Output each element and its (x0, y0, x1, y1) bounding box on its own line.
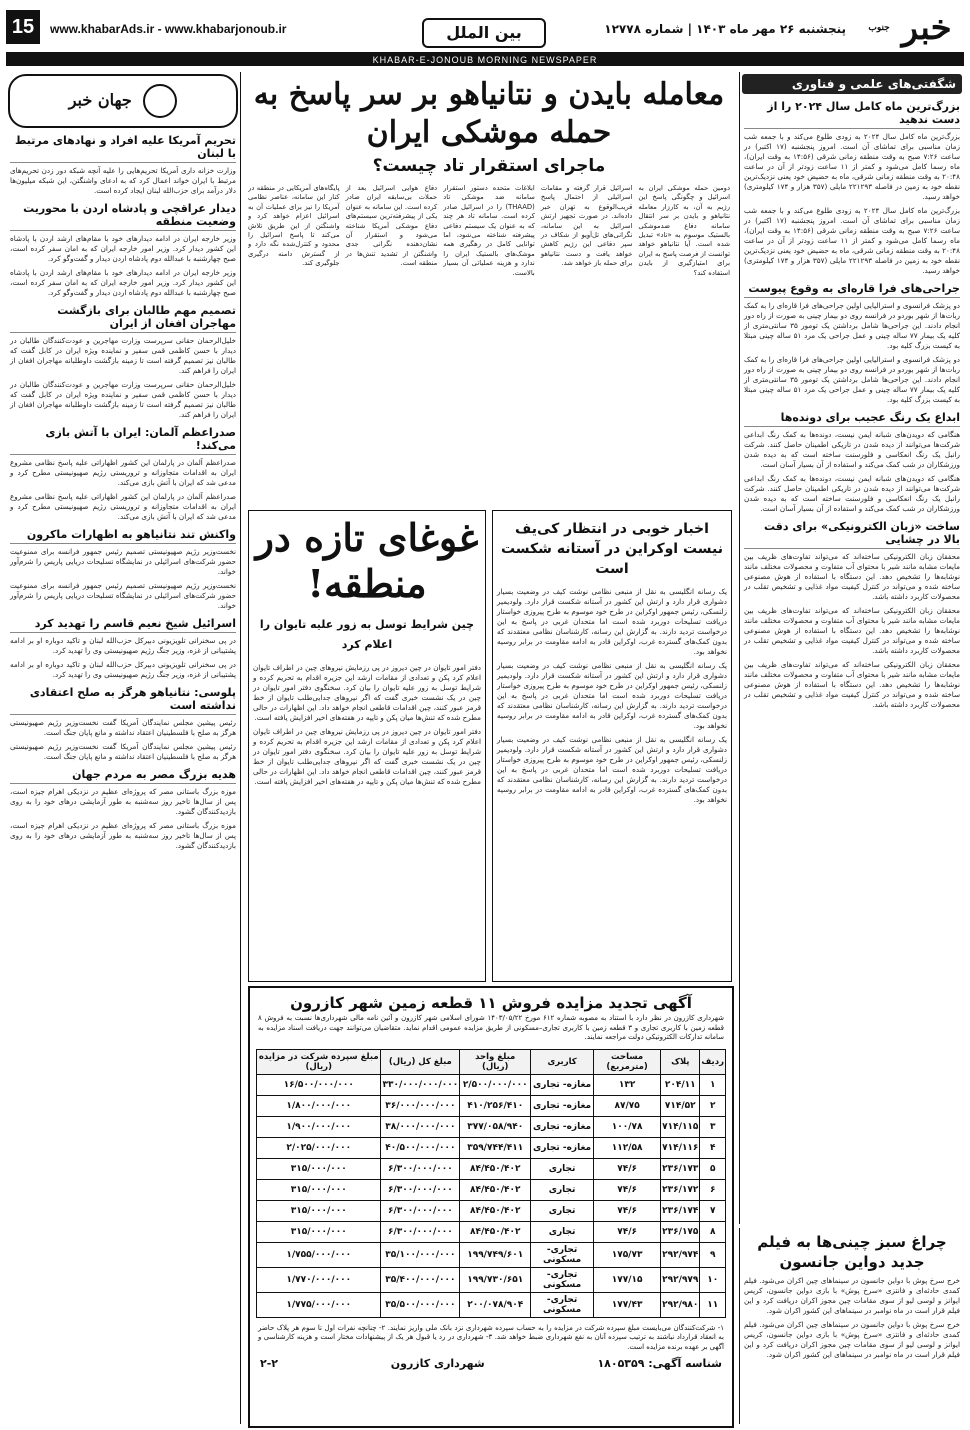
news-body: صدراعظم آلمان در پارلمان این کشور اظهاراتی علیه پاسخ نظامی مشروع ایران به اقدامات متجاوزانه و تروریستی رژیم صهیونیستی مطرح کرد و مدعی شد که ایران با آتش بازی می‌کند. (10, 458, 236, 487)
china-body: دفتر امور تایوان در چین دیروز در پی رزمایش نیروهای چین در اطراف تایوان اعلام کرد پکن و تعدادی از مقامات ارشد این جزیره اقدام به تحریم کرده و شرایط توسل به زور علیه تایوان را بیان کرد. سخنگوی دفتر امور تایوان در چین در یک نشست خبری گفت که اگر نیروهای جدایی‌طلب تایوان از خط قرمز عبور کنند، چین اقدامات قاطعی انجام خواهد داد. این اظهارات در حالی مطرح شده که تنش‌ها میان پکن و تایپه در هفته‌های اخیر افزایش یافته است. (253, 663, 481, 722)
table-header-row (257, 1049, 726, 1074)
table-cell: ۲/۰۲۵/۰۰۰/۰۰۰ (257, 1137, 381, 1158)
science-column (739, 72, 964, 1224)
table-cell: ۷ (700, 1200, 726, 1221)
main-body-col: دومین حمله موشکی ایران به اسرائیل و چگونگی پاسخ این رژیم به آن، به کارزار معامله نتانیاهو و بایدن بر سر انتقال سامانه دفاع ضدموشکی بالستیک موسوم به «تاد» تبدیل شده است. آیا نتانیاهو خواهد توانست از فرصت پاسخ به ایران برای امتیازگیری از بایدن استفاده کند؟ (638, 184, 730, 277)
table-cell: تجاری (531, 1200, 594, 1221)
table-cell: تجاری (531, 1179, 594, 1200)
table-cell: تجاری- مسکونی (531, 1242, 594, 1267)
table-cell: ۱/۷۷۰/۰۰۰/۰۰۰ (257, 1267, 381, 1292)
film-body-repeat: خرج سرخ پوش با دواین جانسون در سینماهای چین اکران می‌شود. فیلم کمدی حادثه‌ای و فانتزی «سرخ پوش» با بازی دواین جانسون، کریس ایوانز و لوسی لیو از سوی مقامات چین مجوز اکران دریافت کرد و این فیلم قرار است در ماه نوامبر در سینماهای این کشور اکران شود. (744, 1320, 960, 1359)
ukraine-story (492, 510, 732, 982)
table-cell: ۳۳۰/۰۰۰/۰۰۰/۰۰۰ (381, 1074, 460, 1095)
table-cell: ۱۳۲ (594, 1074, 661, 1095)
table-cell: ۷۱۴/۱۱۶ (661, 1137, 700, 1158)
ukraine-body: یک رسانه انگلیسی به نقل از منبعی نظامی نوشت کیف در وضعیت بسیار دشواری قرار دارد و ارتش این کشور در آستانه شکست قرار دارد. ولودیمیر زلنسکی، رئیس جمهور اوکراین در طرح خود موسوم به طرح پیروزی خواستار دریافت تسلیحات دوربرد شده است اما متحدان غربی در پاسخ به این درخواست تردید دارند. به گزارش این رسانه، کارشناسان نظامی معتقدند که بدون کمک‌های گسترده غرب، اوکراین قادر به ادامه مقاومت در برابر روسیه نخواهد بود. (497, 587, 727, 656)
table-cell: ۴ (700, 1137, 726, 1158)
table-cell: ۳۵/۱۰۰/۰۰۰/۰۰۰ (381, 1242, 460, 1267)
main-body (248, 184, 730, 278)
table-cell: ۸۴/۴۵۰/۴۰۲ (460, 1221, 531, 1242)
table-row (257, 1267, 726, 1292)
news-title: واکنش تند نتانیاهو به اظهارات ماکرون (10, 528, 236, 544)
table-cell: ۷۴/۶ (594, 1158, 661, 1179)
table-cell: ۶/۳۰۰/۰۰۰/۰۰۰ (381, 1179, 460, 1200)
world-news-column (6, 72, 241, 1424)
table-cell: ۲۰۰/۰۷۸/۹۰۴ (460, 1292, 531, 1317)
table-cell: ۳۷۷/۰۵۸/۹۴۰ (460, 1116, 531, 1137)
table-cell: ۲۹۲/۹۷۴ (661, 1242, 700, 1267)
news-title: هدیه بزرگ مصر به مردم جهان (10, 768, 236, 784)
english-subline: KHABAR-E-JONOUB MORNING NEWSPAPER (6, 54, 964, 66)
article-title: ابداع یک رنگ عجیب برای دونده‌ها (744, 411, 960, 427)
science-article (740, 100, 964, 276)
table-cell: ۳۱۵/۰۰۰/۰۰۰ (257, 1200, 381, 1221)
ad-code: شناسه آگهی: ۱۸۰۵۳۵۹ (597, 1356, 722, 1370)
news-title: صدراعظم آلمان: ایران با آتش بازی می‌کند! (10, 426, 236, 455)
ad-title: آگهی تجدید مزایده فروش ۱۱ قطعه زمین شهر کازرون (290, 994, 692, 1012)
auction-table (256, 1049, 726, 1318)
main-subheadline: ماجرای استقرار تاد چیست؟ (372, 156, 606, 176)
table-row (257, 1116, 726, 1137)
article-body-repeat: دو پزشک فرانسوی و استرالیایی اولین جراحی‌های فرا قاره‌ای را به کمک ربات‌ها از شهر بوردو در فرانسه روی دو بیمار چینی به صورت از راه دور انجام دادند. این جراحی‌ها شامل برداشتن یک تومور ۳۵ سانتی‌متری از کلیه یک بیمار ۷۷ ساله چینی و عمل جراحی یک مرد ۵۱ ساله چینی مبتلا به کیست بزرگ کلیه بود. (744, 355, 960, 404)
news-body: وزیر خارجه ایران در ادامه دیدارهای خود با مقام‌های ارشد اردن با پادشاه این کشور دیدار کرد. وزیر امور خارجه ایران که به امان سفر کرده است، صبح چهارشنبه با عبدالله دوم پادشاه اردن دیدار و گفت‌وگو کرد. (10, 234, 236, 263)
table-cell: ۳۶/۰۰۰/۰۰۰/۰۰۰ (381, 1095, 460, 1116)
table-cell: ۷۱۴/۵۲ (661, 1095, 700, 1116)
table-cell: ۳۱۵/۰۰۰/۰۰۰ (257, 1221, 381, 1242)
table-cell: ۷۴/۶ (594, 1200, 661, 1221)
table-cell: ۲۳۶/۱۷۴ (661, 1200, 700, 1221)
table-cell: ۳۱۵/۰۰۰/۰۰۰ (257, 1158, 381, 1179)
news-title: دیدار عراقچی و پادشاه اردن با محوریت وضعیت منطقه (10, 202, 236, 231)
table-cell: تجاری- مسکونی (531, 1267, 594, 1292)
table-cell: ۲/۵۰۰/۰۰۰/۰۰۰ (460, 1074, 531, 1095)
ad-notes: ۱- شرکت‌کنندگان می‌بایست مبلغ سپرده شرکت در مزایده را به حساب سپرده شهرداری نزد بانک ملی واریز نمایند. ۲- چنانچه نفرات اول تا سوم هر پلاک حاضر به انعقاد قرارداد نباشند به ترتیب سپرده آنان به نفع شهرداری ضبط خواهد شد. ۳- شهرداری در رد یا قبول هر یک از پیشنهادات مختار است و هزینه کارشناسی و آگهی بر عهده برنده مزایده است. (258, 1323, 724, 1351)
news-body: موزه بزرگ باستانی مصر که پروژه‌ای عظیم در نزدیکی اهرام جیزه است، پس از سال‌ها تاخیر روز سه‌شنبه به طور آزمایشی درهای خود را به روی بازدیدکنندگان گشود. (10, 787, 236, 816)
table-cell: ۲۹۲/۹۷۹ (661, 1267, 700, 1292)
table-cell: ۳ (700, 1116, 726, 1137)
news-item (6, 202, 240, 298)
table-cell: ۱۰۰/۷۸ (594, 1116, 661, 1137)
news-item (6, 304, 240, 420)
table-cell: ۱۱ (700, 1292, 726, 1317)
table-cell: ۵ (700, 1158, 726, 1179)
film-title: چراغ سبز چینی‌ها به فیلم جدید دواین جانسون (757, 1233, 947, 1271)
table-cell: ۳۵/۵۰۰/۰۰۰/۰۰۰ (381, 1292, 460, 1317)
film-article (739, 1228, 964, 1424)
col-header: مبلغ کل (ریال) (381, 1049, 460, 1074)
main-body-col: دفاع هوایی اسرائیل بعد از حملات بی‌سابقه ایران صادر کرده است. این سامانه به عنوان یکی از پیشرفته‌ترین سیستم‌های دفاع موشکی آمریکا شناخته می‌شود و استقرار آن نشان‌دهنده نگرانی جدی واشنگتن از تشدید تنش‌ها در منطقه است. (345, 184, 438, 268)
main-body-col: ابلاغات متحده دستور استقرار سامانه ضد موشکی تاد (THAAD) را در اسرائیل صادر کرده است. سامانه تاد هر چند که به عنوان یک سیستم دفاعی پیشرفته شناخته می‌شود، اما توانایی کامل در رهگیری همه موشک‌های بالستیک ایران را ندارد و هزینه عملیاتی آن بسیار بالاست. (443, 184, 535, 277)
table-cell: مغازه- تجاری (531, 1095, 594, 1116)
table-cell: ۳۵۹/۷۴۴/۴۱۱ (460, 1137, 531, 1158)
table-cell: ۱/۷۷۵/۰۰۰/۰۰۰ (257, 1292, 381, 1317)
table-cell: ۷۴/۶ (594, 1179, 661, 1200)
table-cell: ۳۵/۴۰۰/۰۰۰/۰۰۰ (381, 1267, 460, 1292)
col-header: مبلغ واحد (ریال) (460, 1049, 531, 1074)
news-item (6, 528, 240, 611)
news-body: رئیس پیشین مجلس نمایندگان آمریکا گفت نخست‌وزیر رژیم صهیونیستی هرگز به صلح با فلسطینیان اعتقاد نداشته و مانع پایان جنگ است. (10, 718, 236, 737)
ukraine-title: اخبار خوبی در انتظار کی‌یف نیست اوکراین در آستانه شکست است (500, 521, 724, 577)
auction-table-body (257, 1074, 726, 1317)
table-cell: ۱/۹۰۰/۰۰۰/۰۰۰ (257, 1116, 381, 1137)
col-header: مساحت (مترمربع) (594, 1049, 661, 1074)
table-cell: ۲۳۶/۱۷۵ (661, 1221, 700, 1242)
article-body: محققان زبان الکترونیکی ساخته‌اند که می‌تواند تفاوت‌های ظریف بین مایعات مشابه مانند شیر با محتوای آب متفاوت و محصولات مختلف مانند نوشابه‌ها را تشخیص دهد. این دستگاه با استفاده از هوش مصنوعی ساخته شده و می‌تواند در کنترل کیفیت مواد غذایی و تشخیص تقلب در محصولات کاربرد داشته باشد. (744, 552, 960, 601)
table-cell: ۶/۳۰۰/۰۰۰/۰۰۰ (381, 1200, 460, 1221)
table-cell: ۶/۳۰۰/۰۰۰/۰۰۰ (381, 1158, 460, 1179)
table-cell: ۱۱۲/۵۸ (594, 1137, 661, 1158)
article-body: بزرگ‌ترین ماه کامل سال ۲۰۲۴ به زودی طلوع می‌کند و با جمعه شب زمان مناسبی برای تماشای آن است. امروز پنجشنبه (۱۷ اکتبر) در ساعت ۷:۲۶ صبح به وقت منطقه زمانی شرقی (۱۴:۵۶ به وقت ایران)، ماه رسما کامل می‌شود و کمتر از ۱۱ ساعت زودتر از آن در ساعت ۲۰:۴۸ به وقت منطقه زمانی شرقی، ماه به حضیض خود یعنی نزدیک‌ترین نقطه خود به زمین در فاصله ۲۲۱۲۹۳ مایلی (۳۵۷ هزار و ۱۷۴ کیلومتری) خواهد رسید. (744, 132, 960, 201)
logo-sub: جنوب (868, 23, 890, 33)
ukraine-body-repeat: یک رسانه انگلیسی به نقل از منبعی نظامی نوشت کیف در وضعیت بسیار دشواری قرار دارد و ارتش این کشور در آستانه شکست قرار دارد. ولودیمیر زلنسکی، رئیس جمهور اوکراین در طرح خود موسوم به طرح پیروزی خواستار دریافت تسلیحات دوربرد شده است اما متحدان غربی در پاسخ به این درخواست تردید دارند. به گزارش این رسانه، کارشناسان نظامی معتقدند که بدون کمک‌های گسترده غرب، اوکراین قادر به ادامه مقاومت در برابر روسیه نخواهد بود. (497, 735, 727, 804)
main-body-col: پایگاه‌های آمریکایی در منطقه در کنار این سامانه، عناصر نظامی آمریکا را نیز برای عملیات آن به اسرائیل اعزام خواهد کرد و واشنگتن از این طریق تلاش می‌کند تا پاسخ اسرائیل را محدود و کنترل‌شده نگه دارد و از گسترش دامنه درگیری جلوگیری کند. (248, 184, 340, 268)
dateline: پنجشنبه ۲۶ مهر ماه ۱۴۰۳ | شماره ۱۲۷۷۸ (604, 22, 846, 36)
logo-text: خبر (901, 8, 952, 48)
science-article (740, 411, 964, 514)
table-cell: ۳۱۵/۰۰۰/۰۰۰ (257, 1179, 381, 1200)
table-cell: ۸۴/۴۵۰/۴۰۲ (460, 1158, 531, 1179)
news-item (6, 134, 240, 196)
article-body-repeat: محققان زبان الکترونیکی ساخته‌اند که می‌تواند تفاوت‌های ظریف بین مایعات مشابه مانند شیر با محتوای آب متفاوت و محصولات مختلف مانند نوشابه‌ها را تشخیص دهد. این دستگاه با استفاده از هوش مصنوعی ساخته شده و می‌تواند در کنترل کیفیت مواد غذایی و تشخیص تقلب در محصولات کاربرد داشته باشد. (744, 606, 960, 655)
ad-intro: شهرداری کازرون در نظر دارد با استناد به مصوبه شماره ۶۱۲ مورخ ۱۴۰۳/۰۵/۲۲ شورای اسلامی شهر کازرون و آئین نامه مالی شهرداری‌ها نسبت به فروش ۸ قطعه زمین با کاربری تجاری و ۳ قطعه زمین با کاربری تجاری–مسکونی از طریق مزایده عمومی اقدام نماید. متقاضیان می‌توانند جهت دریافت اسناد مزایده به سامانه تدارکات الکترونیکی دولت مراجعه نمایند. (258, 1014, 724, 1042)
table-cell: ۲۳۶/۱۷۳ (661, 1158, 700, 1179)
table-cell: ۸ (700, 1221, 726, 1242)
table-row (257, 1095, 726, 1116)
science-article (740, 520, 964, 710)
table-cell: ۸۴/۴۵۰/۴۰۲ (460, 1179, 531, 1200)
table-row (257, 1158, 726, 1179)
world-news-tag (8, 74, 238, 128)
news-body: خلیل‌الرحمان حقانی سرپرست وزارت مهاجرین و عودت‌کنندگان طالبان در دیدار با حسن کاظمی قمی سفیر و نماینده ویژه ایران در کابل گفت که طالبان نیز تصمیم گرفته است تا زمینه بازگشت داوطلبانه مهاجران افغان از ایران را فراهم کند. (10, 336, 236, 375)
table-cell: ۱/۷۵۵/۰۰۰/۰۰۰ (257, 1242, 381, 1267)
china-body-repeat: دفتر امور تایوان در چین دیروز در پی رزمایش نیروهای چین در اطراف تایوان اعلام کرد پکن و تعدادی از مقامات ارشد این جزیره اقدام به تحریم کرده و شرایط توسل به زور علیه تایوان را بیان کرد. سخنگوی دفتر امور تایوان در چین در یک نشست خبری گفت که اگر نیروهای جدایی‌طلب تایوان از خط قرمز عبور کنند، چین اقدامات قاطعی انجام خواهد داد. این اظهارات در حالی مطرح شده که تنش‌ها میان پکن و تایپه در هفته‌های اخیر افزایش یافته است. (253, 727, 481, 786)
table-cell: تجاری- مسکونی (531, 1292, 594, 1317)
table-row (257, 1221, 726, 1242)
ukraine-body-repeat: یک رسانه انگلیسی به نقل از منبعی نظامی نوشت کیف در وضعیت بسیار دشواری قرار دارد و ارتش این کشور در آستانه شکست قرار دارد. ولودیمیر زلنسکی، رئیس جمهور اوکراین در طرح خود موسوم به طرح پیروزی خواستار دریافت تسلیحات دوربرد شده است اما متحدان غربی در پاسخ به این درخواست تردید دارند. به گزارش این رسانه، کارشناسان نظامی معتقدند که بدون کمک‌های گسترده غرب، اوکراین قادر به ادامه مقاومت در برابر روسیه نخواهد بود. (497, 661, 727, 730)
news-body-repeat: صدراعظم آلمان در پارلمان این کشور اظهاراتی علیه پاسخ نظامی مشروع ایران به اقدامات متجاوزانه و تروریستی رژیم صهیونیستی مطرح کرد و مدعی شد که ایران با آتش بازی می‌کند. (10, 492, 236, 521)
table-cell: ۲۹۲/۹۸۰ (661, 1292, 700, 1317)
newspaper-logo (856, 8, 964, 52)
world-news-label: جهان خبر (68, 90, 132, 110)
table-cell: ۷۱۴/۱۱۵ (661, 1116, 700, 1137)
main-headline: معامله بایدن و نتانیاهو بر سر پاسخ به حمله موشکی ایران (253, 77, 725, 150)
news-body-repeat: در پی سخنرانی تلویزیونی دبیرکل حزب‌الله لبنان و تاکید دوباره او بر ادامه پشتیبانی از غزه، وزیر جنگ رژیم صهیونیستی وی را تهدید کرد. (10, 660, 236, 679)
china-subtitle: چین شرایط توسل به زور علیه تایوان را اعلام کرد (259, 618, 475, 651)
table-cell: ۱۰ (700, 1267, 726, 1292)
news-body: وزارت خزانه داری آمریکا تحریم‌هایی را علیه آنچه شبکه دور زدن تحریم‌های مرتبط با ایران خواند اعمال کرد که به ادعای واشنگتن، این شبکه میلیون‌ها دلار درآمد برای حزب‌الله لبنان ایجاد کرده است. (10, 166, 236, 195)
table-cell: مغازه- تجاری (531, 1116, 594, 1137)
news-title: پلوسی: نتانیاهو هرگز به صلح اعتقادی نداشته است (10, 686, 236, 715)
table-row (257, 1200, 726, 1221)
article-title: بزرگ‌ترین ماه کامل سال ۲۰۲۴ را از دست ندهید (744, 100, 960, 129)
table-cell: ۴۰/۵۰۰/۰۰۰/۰۰۰ (381, 1137, 460, 1158)
table-row (257, 1292, 726, 1317)
news-body-repeat: موزه بزرگ باستانی مصر که پروژه‌ای عظیم در نزدیکی اهرام جیزه است، پس از سال‌ها تاخیر روز سه‌شنبه به طور آزمایشی درهای خود را به روی بازدیدکنندگان گشود. (10, 821, 236, 850)
news-item (6, 768, 240, 851)
table-cell: ۱۷۷/۴۳ (594, 1292, 661, 1317)
table-cell: ۱۶/۵۰۰/۰۰۰/۰۰۰ (257, 1074, 381, 1095)
article-body-repeat: محققان زبان الکترونیکی ساخته‌اند که می‌تواند تفاوت‌های ظریف بین مایعات مشابه مانند شیر با محتوای آب متفاوت و محصولات مختلف مانند نوشابه‌ها را تشخیص دهد. این دستگاه با استفاده از هوش مصنوعی ساخته شده و می‌تواند در کنترل کیفیت مواد غذایی و تشخیص تقلب در محصولات کاربرد داشته باشد. (744, 660, 960, 709)
main-body-col: اسرائیل قرار گرفته و مقامات اسرائیلی از احتمال پاسخ قریب‌الوقوع به تهران خبر داده‌اند. در صورت تجهیز ارتش اسرائیل به این سامانه، نگرانی‌های تل‌آویو از شکاف در سپر دفاعی این رژیم کاهش خواهد یافت و دست نتانیاهو برای حمله باز خواهد شد. (540, 184, 633, 268)
table-cell: ۱۹۹/۷۴۹/۶۰۱ (460, 1242, 531, 1267)
table-cell: ۱۷۷/۱۵ (594, 1267, 661, 1292)
table-cell: ۲۳۶/۱۷۲ (661, 1179, 700, 1200)
film-body: خرج سرخ پوش با دواین جانسون در سینماهای چین اکران می‌شود. فیلم کمدی حادثه‌ای و فانتزی «سرخ پوش» با بازی دواین جانسون، کریس ایوانز و لوسی لیو از سوی مقامات چین مجوز اکران دریافت کرد و این فیلم قرار است در ماه نوامبر در سینماهای این کشور اکران شود. (744, 1276, 960, 1315)
page-header (6, 8, 964, 54)
table-cell: ۱۹۹/۷۳۰/۶۵۱ (460, 1267, 531, 1292)
news-body-repeat: خلیل‌الرحمان حقانی سرپرست وزارت مهاجرین و عودت‌کنندگان طالبان در دیدار با حسن کاظمی قمی سفیر و نماینده ویژه ایران در کابل گفت که طالبان نیز تصمیم گرفته است تا زمینه بازگشت داوطلبانه مهاجران افغان از ایران را فراهم کند. (10, 380, 236, 419)
table-cell: ۱ (700, 1074, 726, 1095)
article-body: دو پزشک فرانسوی و استرالیایی اولین جراحی‌های فرا قاره‌ای را به کمک ربات‌ها از شهر بوردو در فرانسه روی دو بیمار چینی به صورت از راه دور انجام دادند. این جراحی‌ها شامل برداشتن یک تومور ۳۵ سانتی‌متری از کلیه یک بیمار ۷۷ ساله چینی و عمل جراحی یک مرد ۵۱ ساله چینی مبتلا به کیست بزرگ کلیه بود. (744, 301, 960, 350)
table-row (257, 1179, 726, 1200)
article-title: ساخت «زبان الکترونیکی» برای دقت بالا در چشایی (744, 520, 960, 549)
globe-icon (143, 84, 177, 118)
table-row (257, 1137, 726, 1158)
col-header: مبلغ سپرده شرکت در مزایده (ریال) (257, 1049, 381, 1074)
news-title: تحریم آمریکا علیه افراد و نهادهای مرتبط با لبنان (10, 134, 236, 163)
table-cell: ۸۴/۴۵۰/۴۰۲ (460, 1200, 531, 1221)
news-body-repeat: وزیر خارجه ایران در ادامه دیدارهای خود با مقام‌های ارشد اردن با پادشاه این کشور دیدار کرد. وزیر امور خارجه ایران که به امان سفر کرده است، صبح چهارشنبه با عبدالله دوم پادشاه اردن دیدار و گفت‌وگو کرد. (10, 268, 236, 297)
table-cell: ۴۱۰/۲۵۶/۴۱۰ (460, 1095, 531, 1116)
ad-footer (260, 1357, 722, 1370)
news-title: اسرائیل شیخ نعیم قاسم را تهدید کرد (10, 617, 236, 633)
news-body: در پی سخنرانی تلویزیونی دبیرکل حزب‌الله لبنان و تاکید دوباره او بر ادامه پشتیبانی از غزه، وزیر جنگ رژیم صهیونیستی وی را تهدید کرد. (10, 636, 236, 655)
main-story (248, 72, 730, 507)
table-cell: ۲۰۴/۱۱ (661, 1074, 700, 1095)
table-cell: ۸۷/۷۵ (594, 1095, 661, 1116)
news-title: تصمیم مهم طالبان برای بازگشت مهاجران افغان از ایران (10, 304, 236, 333)
col-header: کاربری (531, 1049, 594, 1074)
section-label: بین الملل (422, 18, 546, 48)
table-cell: مغازه- تجاری (531, 1074, 594, 1095)
news-item (6, 426, 240, 522)
auction-ad (248, 986, 734, 1428)
table-row (257, 1242, 726, 1267)
news-body-repeat: رئیس پیشین مجلس نمایندگان آمریکا گفت نخست‌وزیر رژیم صهیونیستی هرگز به صلح با فلسطینیان اعتقاد نداشته و مانع پایان جنگ است. (10, 742, 236, 761)
ad-signature: شهرداری کازرون (390, 1356, 485, 1370)
article-body: هنگامی که دویدن‌های شبانه ایمن نیست، دونده‌ها به کمک رنگ ابداعی شرکت‌ها می‌توانند از دیده شدن در تاریکی اطمینان حاصل کنند. شرکت رانبل یک رنگ انعکاسی و فلورسنت ساخته است که به دیده شدن ورزشکاران در شب کمک می‌کند و استفاده از آن بسیار آسان است. (744, 430, 960, 469)
table-cell: ۳۸/۰۰۰/۰۰۰/۰۰۰ (381, 1116, 460, 1137)
table-cell: ۶/۳۰۰/۰۰۰/۰۰۰ (381, 1221, 460, 1242)
news-item (6, 617, 240, 680)
article-body-repeat: بزرگ‌ترین ماه کامل سال ۲۰۲۴ به زودی طلوع می‌کند و با جمعه شب زمان مناسبی برای تماشای آن است. امروز پنجشنبه (۱۷ اکتبر) در ساعت ۷:۲۶ صبح به وقت منطقه زمانی شرقی (۱۴:۵۶ به وقت ایران)، ماه رسما کامل می‌شود و کمتر از ۱۱ ساعت زودتر از آن در ساعت ۲۰:۴۸ به وقت منطقه زمانی شرقی، ماه به حضیض خود یعنی نزدیک‌ترین نقطه خود به زمین در فاصله ۲۲۱۲۹۳ مایلی (۳۵۷ هزار و ۱۷۴ کیلومتری) خواهد رسید. (744, 206, 960, 275)
china-big-title: غوغای تازه در منطقه! (255, 515, 479, 606)
news-body-repeat: نخست‌وزیر رژیم صهیونیستی تصمیم رئیس جمهور فرانسه برای ممنوعیت حضور شرکت‌های اسرائیلی در نمایشگاه تسلیحات دریایی پاریس را شرم‌آور خواند. (10, 581, 236, 610)
page-number: 15 (6, 10, 40, 44)
china-story (248, 510, 486, 982)
news-item (6, 686, 240, 762)
science-article (740, 282, 964, 405)
table-cell: تجاری (531, 1221, 594, 1242)
article-title: جراحی‌های فرا قاره‌ای به وقوع پیوست (744, 282, 960, 298)
col-header: ردیف (700, 1049, 726, 1074)
table-row (257, 1074, 726, 1095)
ad-issue: ۲-۲ (260, 1356, 279, 1370)
table-cell: ۷۴/۶ (594, 1221, 661, 1242)
table-cell: تجاری (531, 1158, 594, 1179)
science-tag: شگفتی‌های علمی و فناوری (742, 74, 962, 94)
news-body: نخست‌وزیر رژیم صهیونیستی تصمیم رئیس جمهور فرانسه برای ممنوعیت حضور شرکت‌های اسرائیلی در نمایشگاه تسلیحات دریایی پاریس را شرم‌آور خواند. (10, 547, 236, 576)
table-cell: ۶ (700, 1179, 726, 1200)
col-header: پلاک (661, 1049, 700, 1074)
table-cell: ۱۷۵/۷۳ (594, 1242, 661, 1267)
table-cell: مغازه- تجاری (531, 1137, 594, 1158)
article-body-repeat: هنگامی که دویدن‌های شبانه ایمن نیست، دونده‌ها به کمک رنگ ابداعی شرکت‌ها می‌توانند از دیده شدن در تاریکی اطمینان حاصل کنند. شرکت رانبل یک رنگ انعکاسی و فلورسنت ساخته است که به دیده شدن ورزشکاران در شب کمک می‌کند و استفاده از آن بسیار آسان است. (744, 474, 960, 513)
table-cell: ۱/۸۰۰/۰۰۰/۰۰۰ (257, 1095, 381, 1116)
table-cell: ۲ (700, 1095, 726, 1116)
website-links[interactable]: www.khabarAds.ir - www.khabarjonoub.ir (50, 22, 287, 36)
table-cell: ۹ (700, 1242, 726, 1267)
